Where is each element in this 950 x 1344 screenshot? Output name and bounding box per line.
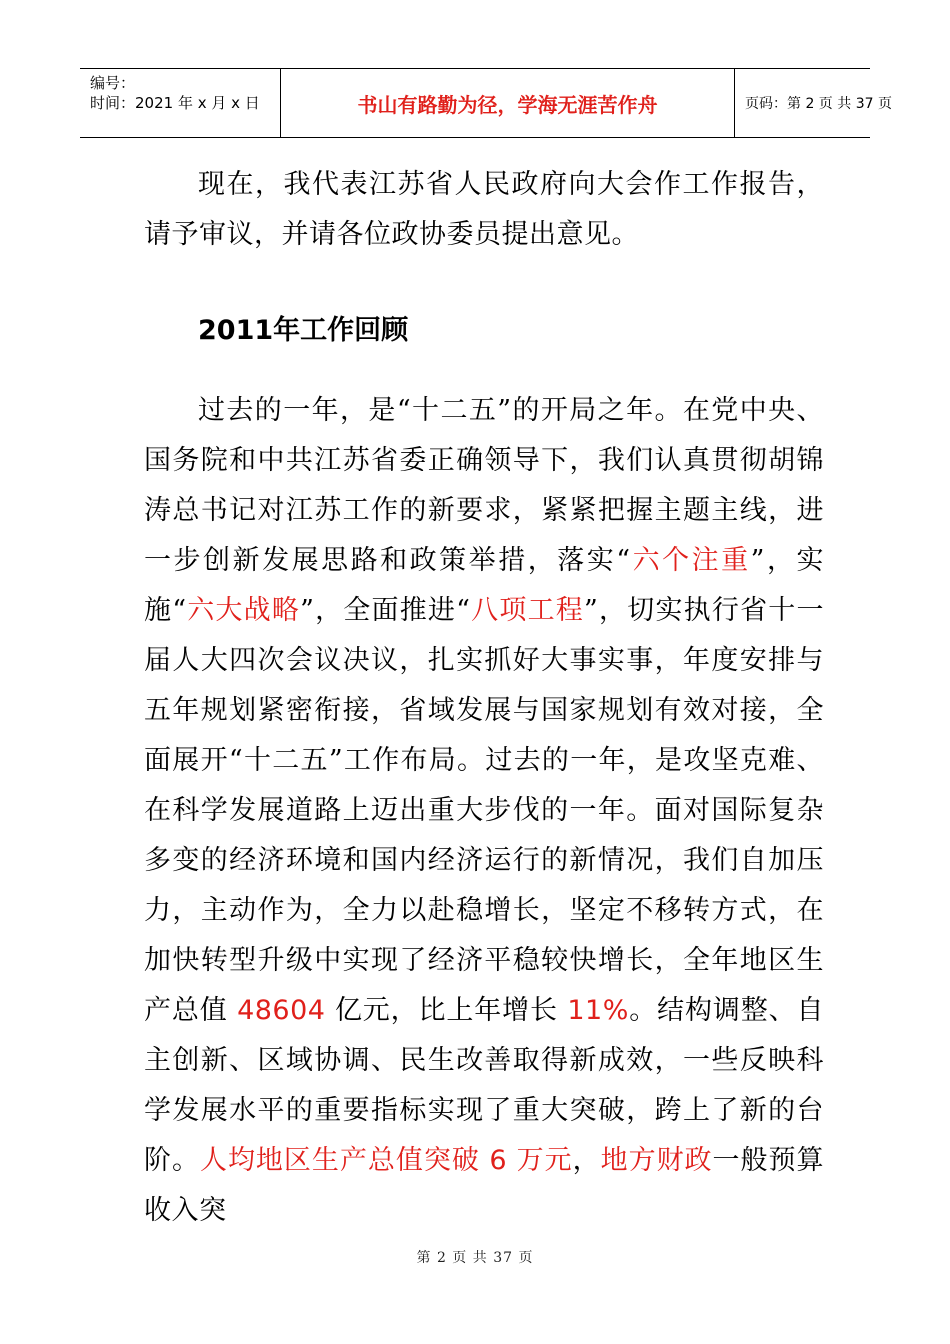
heading-year: 2011	[198, 315, 274, 346]
text-run: ”，实施“	[144, 545, 825, 626]
header-page-number: 页码：第 2 页 共 37 页	[745, 96, 892, 112]
header-meta	[80, 69, 280, 137]
text-run: ，	[572, 1145, 601, 1176]
highlight-run: 地方财政	[600, 1145, 713, 1176]
heading-text: 年工作回顾	[273, 315, 409, 346]
highlight-number: 48604	[237, 995, 326, 1026]
highlight-run: 八项工程	[470, 595, 585, 626]
review-paragraph	[144, 386, 824, 1236]
page-footer: 第 2 页 共 37 页	[416, 1250, 534, 1266]
header-motto: 书山有路勤为径，学海无涯苦作舟	[280, 69, 735, 137]
section-heading	[144, 306, 824, 356]
intro-paragraph: 现在，我代表江苏省人民政府向大会作工作报告，请予审议，并请各位政协委员提出意见。	[144, 169, 824, 250]
text-run: 。结构调整、自主创新、区域协调、民生改善取得新成效，一些反映科学发展水平的重要指标实现了重大突破，跨上了新的台阶。	[144, 995, 824, 1176]
highlight-run: 六大战略	[186, 595, 301, 626]
text-run: 亿元，比上年增长	[325, 995, 568, 1026]
highlight-run: 万元	[507, 1145, 573, 1176]
date-label: 时间：2021 年 x 月 x 日	[90, 94, 260, 112]
text-run: ”，切实执行省十一届人大四次会议决议，扎实抓好大事实事，年度安排与五年规划紧密衔接，省域发展与国家规划有效对接，全面展开“十二五”工作布局。过去的一年，是攻坚克难、在科学发展道路上迈出重大步伐的一年。面对国际复杂多变的经济环境和国内经济运行的新情况，我们自加压力，主动作为，全力以赴稳增长，坚定不移转方式，在加快转型升级中实现了经济平稳较快增长，全年地区生产总值	[144, 595, 825, 1026]
text-run: 一般预算收入突	[144, 1145, 824, 1226]
highlight-number: 6	[489, 1145, 508, 1176]
page-header	[80, 68, 892, 138]
highlight-run: 六个注重	[630, 545, 751, 576]
highlight-number: 11%	[567, 995, 629, 1026]
text-run: ”，全面推进“	[300, 595, 471, 626]
text-run: 过去的一年，是“十二五”的开局之年。在党中央、国务院和中共江苏省委正确领导下，我们认真贯彻胡锦涛总书记对江苏工作的新要求，紧紧把握主题主线，进一步创新发展思路和政策举措，落实“	[144, 395, 824, 576]
highlight-run: 人均地区生产总值突破	[199, 1145, 490, 1176]
serial-number-label: 编号：	[90, 74, 136, 92]
document-body	[144, 160, 824, 1236]
